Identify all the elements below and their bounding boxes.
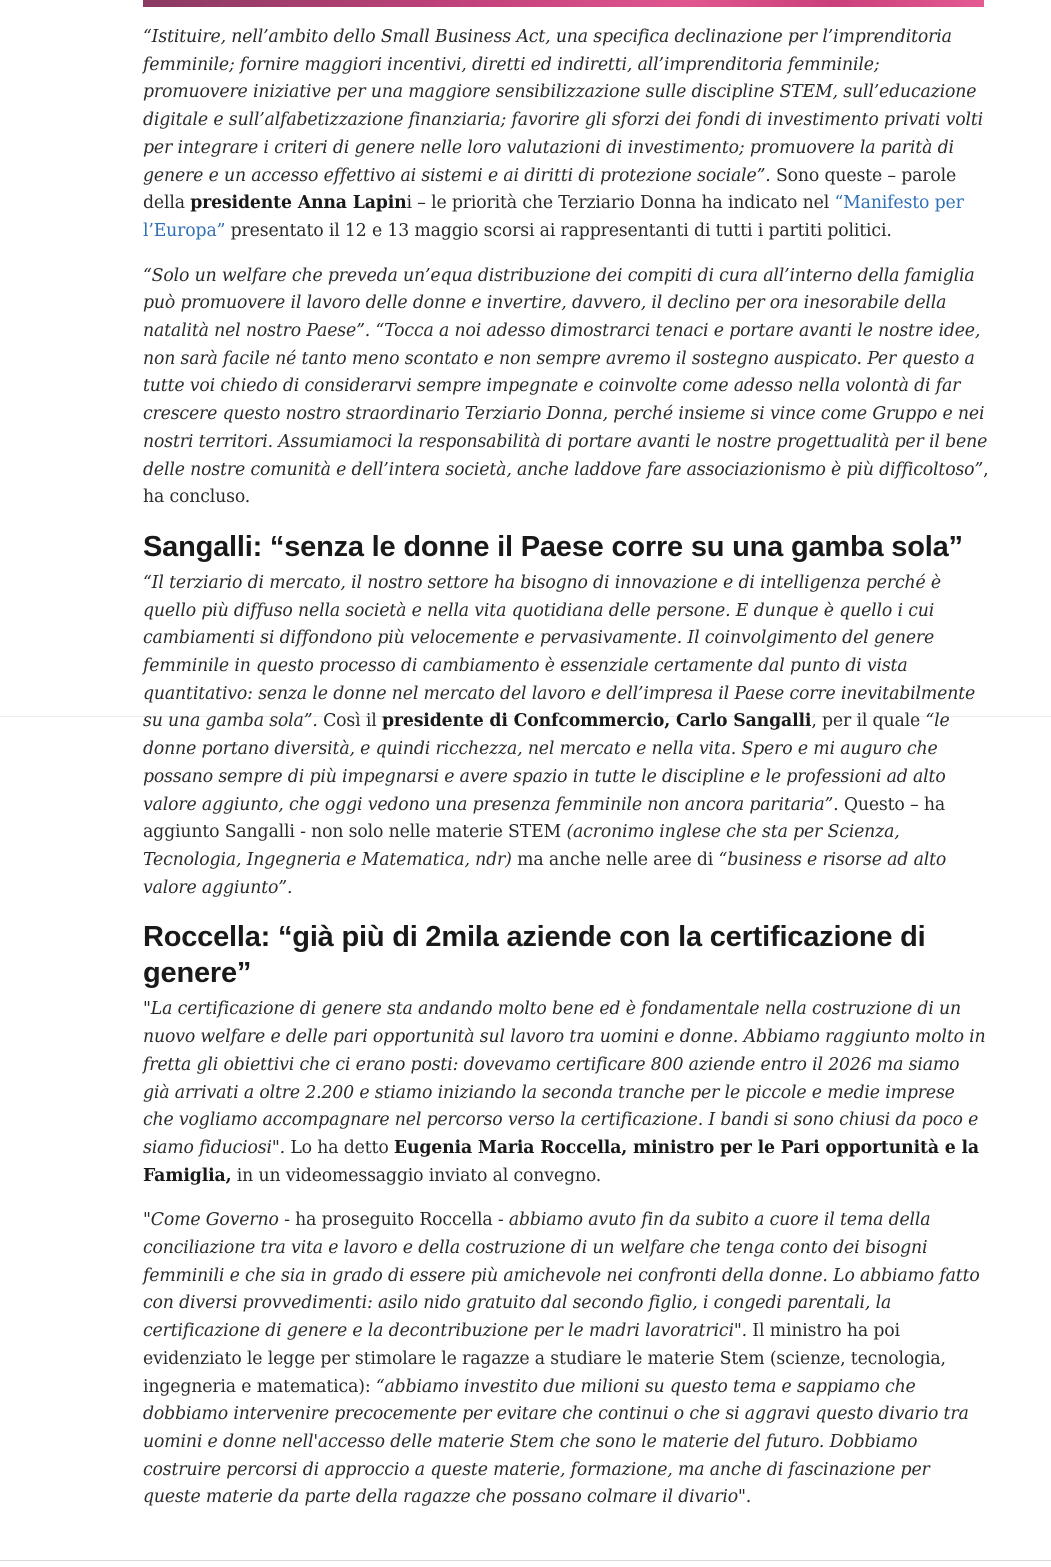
manifesto-link[interactable]: “Manifesto per l’Europa” [143,193,964,241]
quote: “Solo un welfare che preveda un’equa distribuzione dei compiti di cura all’interno della famiglia può promuovere il lavoro delle donne e invertire, davvero, il declino per ora inesorabile della natalità nel nostro Paese”. “Tocca a noi adesso dimostrarci tenaci e portare avanti le nostre idee, non sarà facile né tanto meno scontato e non sempre avremo il sostegno auspicato. Per questo a tutte voi chiedo di considerarvi sempre impegnate e coinvolte come adesso nella volontà di far crescere questo nostro straordinario Terziario Donna, perché insieme si vince come Gruppo e nei nostri territori. Assumiamoci la responsabilità di portare avanti le nostre progettualità per il bene delle nostre comunità e dell’intera società, anche laddove fare associazionismo è più difficoltoso” [143,265,988,480]
speaker-name: presidente Anna Lapin [190,193,407,214]
speaker-name: presidente di Confcommercio, Carlo Sangalli [381,711,812,732]
text: Il ministro ha poi evidenziato le legge per stimolare le ragazze a studiare le materie Stem (scienze, tecnologia, ingegneria e matematica): [143,1321,946,1397]
quote: "Come Governo [143,1210,279,1231]
hero-image-edge [143,0,984,7]
quote: “abbiamo investito due milioni su questo tema e sappiamo che dobbiamo intervenire precocemente per evitare che continui o che si aggravi questo divario tra uomini e donne nell'accesso delle materie Stem che sono le materie del futuro. Dobbiamo costruire percorsi di approccio a queste materie, formazione, ma anche di fascinazione per queste materie da parte della ragazze che possano colmare il divario". [143,1376,969,1508]
text: Lo ha detto [285,1137,394,1158]
quote: abbiamo avuto fin da subito a cuore il tema della conciliazione tra vita e lavoro e della costruzione di un welfare che tenga conto dei bisogni femminili e che sia in grado di essere più amichevole nei confronti della donne. Lo abbiamo fatto con diversi provvedimenti: asilo nido gratuito dal secondo figlio, i congedi parentali, la certificazione di genere e la decontribuzione per le madri lavoratrici". [143,1210,980,1342]
text: ma anche nelle aree di [511,849,719,870]
text: Questo – ha aggiunto Sangalli - non solo nelle materie STEM [143,794,945,843]
text: Sono queste – parole della [143,165,957,214]
article-body [143,24,989,1529]
quote: “le donne portano diversità, e quindi ricchezza, nel mercato e nella vita. Spero e mi auguro che possano sempre di più impegnarsi e avere spazio in tutte le discipline e le professioni ad alto valore aggiunto, che oggi vedono una presenza femminile non ancora paritaria”. [143,711,950,815]
paragraph-lapini-welfare [143,263,989,512]
text: i – le priorità che Terziario Donna ha indicato nel [406,193,835,214]
text: , ha concluso. [143,459,989,508]
quote: "La certificazione di genere sta andando molto bene ed è fondamentale nella costruzione di un nuovo welfare e delle pari opportunità sul lavoro tra uomini e donne. Abbiamo raggiunto molto in fretta gli obiettivi che ci erano posti: dovevamo certificare 800 aziende entro il 2026 ma siamo già arrivati a oltre 2.200 e stiamo iniziando la seconda tranche per le piccole e medie imprese che vogliamo accompagnare nel percorso verso la certificazione. I bandi si sono chiusi da poco e siamo fiduciosi". [143,999,986,1158]
text: - ha proseguito Roccella - [278,1210,509,1231]
paragraph-roccella-certification [143,996,989,1190]
text: , per il quale [811,711,926,732]
quote: “Il terziario di mercato, il nostro settore ha bisogno di innovazione e di intelligenza perché è quello più diffuso nella società e nella vita quotidiana delle persone. E dunque è quello i cui cambiamenti si diffondono più velocemente e pervasivamente. Il coinvolgimento del genere femminile in questo processo di cambiamento è essenziale certamente dal punto di vista quantitativo: senza le donne nel mercato del lavoro e dell’impresa il Paese corre inevitabilmente su una gamba sola”. [143,572,976,732]
paragraph-roccella-government [143,1207,989,1512]
text: Così il [317,711,382,732]
section-heading-sangalli: Sangalli: “senza le donne il Paese corre su una gamba sola” [143,530,963,563]
quote: “Istituire, nell’ambito dello Small Business Act, una specifica declinazione per l’imprenditoria femminile; fornire maggiori incentivi, diretti ed indiretti, all’imprenditoria femminile; promuovere iniziative per una maggiore sensibilizzazione sulle discipline STEM, sull’educazione digitale e sull’alfabetizzazione finanziaria; favorire gli sforzi dei fondi di investimento privati volti per integrare i criteri di genere nelle loro valutazioni di investimento; promuovere la parità di genere e un accesso effettivo ai sistemi e ai diritti di protezione sociale”. [143,27,984,186]
speaker-name: Eugenia Maria Roccella, ministro per le Pari opportunità e la Famiglia, [143,1137,979,1186]
quote: (acronimo inglese che sta per Scienza, Tecnologia, Ingegneria e Matematica, ndr) [143,822,900,870]
paragraph-lapini-priorities [143,24,989,246]
text: presentato il 12 e 13 maggio scorsi ai rappresentanti di tutti i partiti politici. [225,220,892,241]
text: in un videomessaggio inviato al convegno. [231,1165,602,1186]
quote: “business e risorse ad alto valore aggiunto”. [143,849,947,898]
section-heading-roccella: Roccella: “già più di 2mila aziende con la certificazione di genere” [143,921,926,990]
divider [0,1560,1051,1561]
paragraph-sangalli [143,570,989,902]
